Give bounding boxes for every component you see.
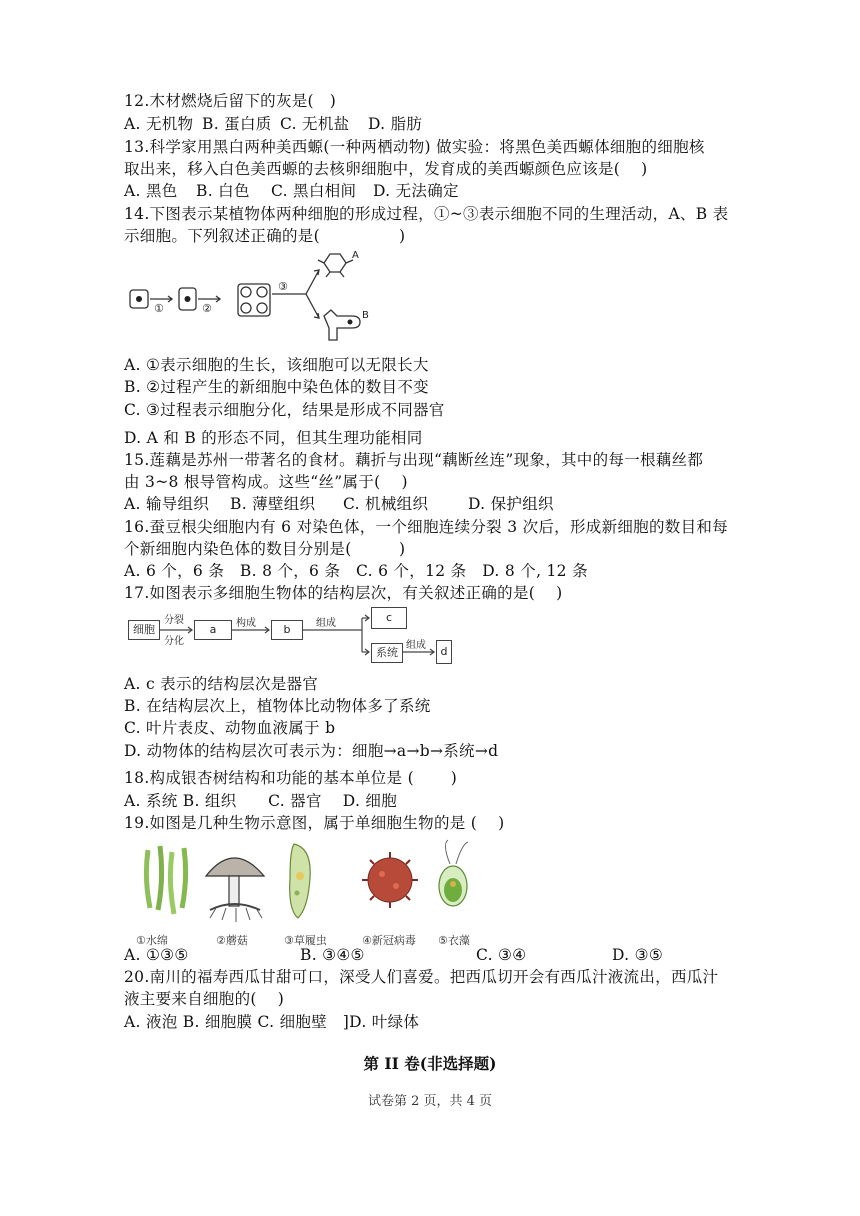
q16-stem-line2: 个新细胞内染色体的数目分别是( ) bbox=[124, 540, 406, 558]
q14-option-a: A. ①表示细胞的生长，该细胞可以无限长大 bbox=[124, 356, 429, 374]
coronavirus-image bbox=[362, 852, 418, 908]
q13-stem-line2: 取出来，移入白色美西螈的去核卵细胞中，发育成的美西螈颜色应该是( ) bbox=[124, 160, 648, 178]
section-title: 第 II 卷(非选择题) bbox=[363, 1054, 497, 1073]
q15-stem-line1: 15.莲藕是苏州一带著名的食材。藕折与出现“藕断丝连”现象，其中的每一根藕丝都 bbox=[124, 451, 704, 469]
arrow-b-line bbox=[306, 294, 319, 318]
q18-options: A. 系统 B. 组织 C. 器官 D. 细胞 bbox=[124, 792, 398, 810]
q19-stem: 19.如图是几种生物示意图，属于单细胞生物的是 ( ) bbox=[124, 814, 505, 832]
label-differentiate: 分化 bbox=[164, 636, 184, 647]
q13-stem-line1: 13.科学家用黑白两种美西螈(一种两栖动物) 做实验：将黑色美西螈体细胞的细胞核 bbox=[124, 138, 705, 156]
cell-formation-diagram bbox=[124, 250, 384, 346]
q12-options bbox=[124, 113, 422, 135]
q13-option-b: B. 白色 bbox=[196, 182, 250, 200]
q12-stem: 12.木材燃烧后留下的灰是( ) bbox=[124, 92, 337, 110]
q12-option-b: B. 蛋白质 bbox=[202, 115, 272, 133]
q13-option-c: C. 黑白相间 bbox=[271, 182, 357, 200]
box-b: b bbox=[271, 620, 303, 640]
q19-option-b: B. ③④⑤ bbox=[300, 946, 365, 964]
cell-a-spike-3 bbox=[326, 272, 330, 277]
box-c: c bbox=[371, 607, 407, 629]
box-cell: 细胞 bbox=[128, 620, 160, 640]
q19-option-d: D. ③⑤ bbox=[612, 946, 664, 964]
single-cell-nucleus bbox=[136, 296, 142, 302]
label-form-1: 构成 bbox=[236, 618, 256, 629]
q14-stem-line1: 14.下图表示某植物体两种细胞的形成过程，①~③表示细胞不同的生理活动，A、B 表 bbox=[124, 205, 729, 223]
mushroom-image bbox=[206, 858, 264, 922]
cell-b-shape bbox=[324, 310, 360, 340]
caption-coronavirus: ④新冠病毒 bbox=[362, 934, 416, 947]
q12-option-d: D. 脂肪 bbox=[368, 115, 423, 133]
page-footer: 试卷第 2 页，共 4 页 bbox=[367, 1094, 493, 1109]
q16-stem-line1: 16.蚕豆根尖细胞内有 6 对染色体，一个细胞连续分裂 3 次后，形成新细胞的数目和每 bbox=[124, 518, 728, 536]
cell-a-spike-1 bbox=[318, 260, 324, 263]
q17-option-c: C. 叶片表皮、动物血液属于 b bbox=[124, 719, 336, 737]
caption-chlamydomonas: ⑤衣藻 bbox=[438, 934, 470, 947]
q20-stem-line1: 20.南川的福寿西瓜甘甜可口，深受人们喜爱。把西瓜切开会有西瓜汁液流出，西瓜汁 bbox=[124, 968, 719, 986]
q15-option-b: B. 薄壁组织 bbox=[230, 495, 316, 513]
box-d: d bbox=[436, 640, 452, 664]
q14-option-d: D. A 和 B 的形态不同，但其生理功能相同 bbox=[124, 429, 423, 447]
label-form-2: 组成 bbox=[316, 618, 336, 629]
label-step-1: ① bbox=[154, 302, 164, 315]
q19-option-c: C. ③④ bbox=[476, 946, 527, 964]
cell-a-spike-4 bbox=[340, 272, 344, 277]
q15-option-c: C. 机械组织 bbox=[343, 495, 429, 513]
organisms-svg bbox=[130, 838, 500, 930]
caption-spirogyra: ①水绵 bbox=[136, 934, 168, 947]
box-a: a bbox=[194, 620, 232, 640]
q14-option-b: B. ②过程产生的新细胞中染色体的数目不变 bbox=[124, 378, 429, 396]
q14-stem-line2: 示细胞。下列叙述正确的是( ) bbox=[124, 227, 406, 245]
q17-option-a: A. c 表示的结构层次是器官 bbox=[124, 675, 319, 693]
q12-option-c: C. 无机盐 bbox=[280, 115, 350, 133]
q16-options: A. 6 个，6 条 B. 8 个，6 条 C. 6 个，12 条 D. 8 个, 12 条 bbox=[124, 562, 588, 580]
grown-cell-nucleus bbox=[185, 296, 191, 302]
q18-stem: 18.构成银杏树结构和功能的基本单位是 ( ) bbox=[124, 769, 458, 787]
paramecium-image bbox=[290, 844, 311, 918]
cell-formation-svg bbox=[124, 250, 384, 346]
cell-b-nucleus bbox=[348, 320, 353, 325]
label-step-2: ② bbox=[202, 302, 212, 315]
q15-option-d: D. 保护组织 bbox=[468, 495, 554, 513]
q15-options bbox=[124, 493, 554, 515]
q13-option-d: D. 无法确定 bbox=[373, 182, 459, 200]
q17-option-b: B. 在结构层次上，植物体比动物体多了系统 bbox=[124, 697, 431, 715]
label-divide: 分裂 bbox=[164, 615, 184, 626]
structure-hierarchy-diagram bbox=[124, 606, 454, 668]
q20-options: A. 液泡 B. 细胞膜 C. 细胞壁 ]D. 叶绿体 bbox=[124, 1013, 420, 1031]
box-system: 系统 bbox=[371, 643, 403, 663]
cell-a-shape bbox=[324, 254, 346, 272]
caption-paramecium: ③草履虫 bbox=[284, 934, 327, 947]
daughter-cell-1 bbox=[241, 287, 251, 297]
q17-option-d: D. 动物体的结构层次可表示为：细胞→a→b→系统→d bbox=[124, 742, 499, 760]
daughter-cell-2 bbox=[257, 287, 267, 297]
spirogyra-image bbox=[146, 846, 185, 914]
daughter-cell-4 bbox=[257, 303, 267, 313]
q17-stem: 17.如图表示多细胞生物体的结构层次，有关叙述正确的是( ) bbox=[124, 584, 563, 602]
q12-option-a: A. 无机物 bbox=[124, 115, 194, 133]
q20-stem-line2: 液主要来自细胞的( ) bbox=[124, 990, 285, 1008]
q13-options bbox=[124, 180, 459, 202]
label-cell-a: A bbox=[352, 250, 359, 261]
q15-option-a: A. 输导组织 bbox=[124, 495, 210, 513]
organisms-figure bbox=[130, 838, 500, 947]
q19-option-a: A. ①③⑤ bbox=[124, 946, 189, 964]
q15-stem-line2: 由 3~8 根导管构成。这些“丝”属于( ) bbox=[124, 473, 408, 491]
chlamydomonas-image bbox=[439, 840, 468, 906]
q19-options bbox=[124, 944, 663, 966]
q13-option-a: A. 黑色 bbox=[124, 182, 178, 200]
daughter-cell-3 bbox=[241, 303, 251, 313]
label-cell-b: B bbox=[362, 310, 369, 321]
arrow-a-line bbox=[306, 270, 319, 294]
q14-option-c: C. ③过程表示细胞分化，结果是形成不同器官 bbox=[124, 401, 445, 419]
label-form-3: 组成 bbox=[406, 640, 426, 651]
label-step-3: ③ bbox=[278, 280, 288, 293]
caption-mushroom: ②蘑菇 bbox=[216, 934, 248, 947]
